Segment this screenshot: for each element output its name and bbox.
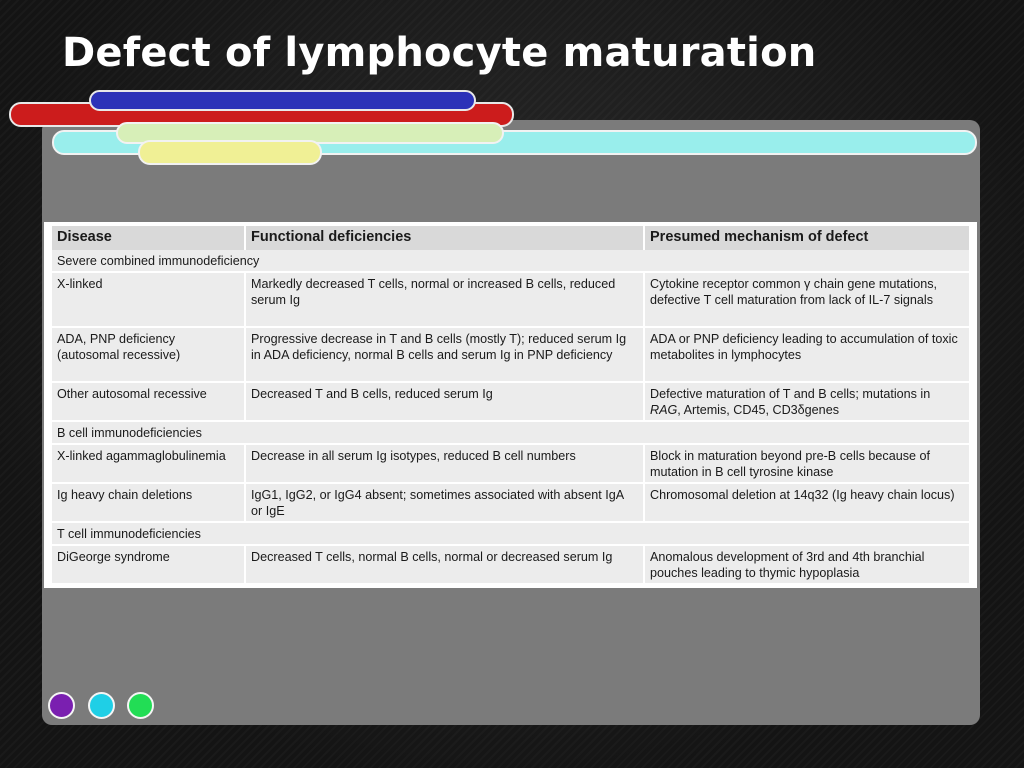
group-label-tcell: T cell immunodeficiencies xyxy=(52,522,969,545)
group-label-bcell: B cell immunodeficiencies xyxy=(52,421,969,444)
group-row-tcell xyxy=(52,522,969,545)
immunodeficiency-table-image xyxy=(44,222,977,588)
mechanism-cell: Chromosomal deletion at 14q32 (Ig heavy chain locus) xyxy=(644,483,969,522)
immunodeficiency-table xyxy=(52,226,969,583)
green-dot xyxy=(127,692,154,719)
disease-cell: ADA, PNP deficiency (autosomal recessive) xyxy=(52,327,245,382)
table-row xyxy=(52,444,969,483)
header-mechanism: Presumed mechanism of defect xyxy=(644,226,969,250)
table-row xyxy=(52,327,969,382)
mechanism-cell: Block in maturation beyond pre-B cells because of mutation in B cell tyrosine kinase xyxy=(644,444,969,483)
table-row xyxy=(52,272,969,327)
disease-cell: X-linked agammaglobulinemia xyxy=(52,444,245,483)
mechanism-cell: Anomalous development of 3rd and 4th branchial pouches leading to thymic hypoplasia xyxy=(644,545,969,583)
mechanism-cell: ADA or PNP deficiency leading to accumulation of toxic metabolites in lymphocytes xyxy=(644,327,969,382)
mechanism-text-post: , Artemis, CD45, CD3δgenes xyxy=(677,403,839,417)
functional-cell: IgG1, IgG2, or IgG4 absent; sometimes associated with absent IgA or IgE xyxy=(245,483,644,522)
mechanism-gene-italic: RAG xyxy=(650,403,678,417)
slide-title: Defect of lymphocyte maturation xyxy=(62,30,817,76)
disease-cell: X-linked xyxy=(52,272,245,327)
purple-dot xyxy=(48,692,75,719)
disease-cell: DiGeorge syndrome xyxy=(52,545,245,583)
table-row xyxy=(52,382,969,421)
decorative-blue-bar xyxy=(89,90,476,111)
mechanism-text-pre: Defective maturation of T and B cells; mutations in xyxy=(650,387,931,401)
table-row xyxy=(52,483,969,522)
table-row xyxy=(52,545,969,583)
disease-cell: Ig heavy chain deletions xyxy=(52,483,245,522)
header-functional: Functional deficiencies xyxy=(245,226,644,250)
table-header-row xyxy=(52,226,969,250)
functional-cell: Progressive decrease in T and B cells (mostly T); reduced serum Ig in ADA deficiency, normal B cells and serum Ig in PNP deficiency xyxy=(245,327,644,382)
mechanism-cell xyxy=(644,382,969,421)
group-label-scid: Severe combined immunodeficiency xyxy=(52,250,969,272)
disease-cell: Other autosomal recessive xyxy=(52,382,245,421)
cyan-dot xyxy=(88,692,115,719)
functional-cell: Decreased T and B cells, reduced serum Ig xyxy=(245,382,644,421)
functional-cell: Decrease in all serum Ig isotypes, reduced B cell numbers xyxy=(245,444,644,483)
functional-cell: Decreased T cells, normal B cells, normal or decreased serum Ig xyxy=(245,545,644,583)
mechanism-cell: Cytokine receptor common γ chain gene mutations, defective T cell maturation from lack of IL-7 signals xyxy=(644,272,969,327)
header-disease: Disease xyxy=(52,226,245,250)
decorative-yellow-bar xyxy=(138,140,322,165)
functional-cell: Markedly decreased T cells, normal or increased B cells, reduced serum Ig xyxy=(245,272,644,327)
group-row-bcell xyxy=(52,421,969,444)
group-row-scid xyxy=(52,250,969,272)
